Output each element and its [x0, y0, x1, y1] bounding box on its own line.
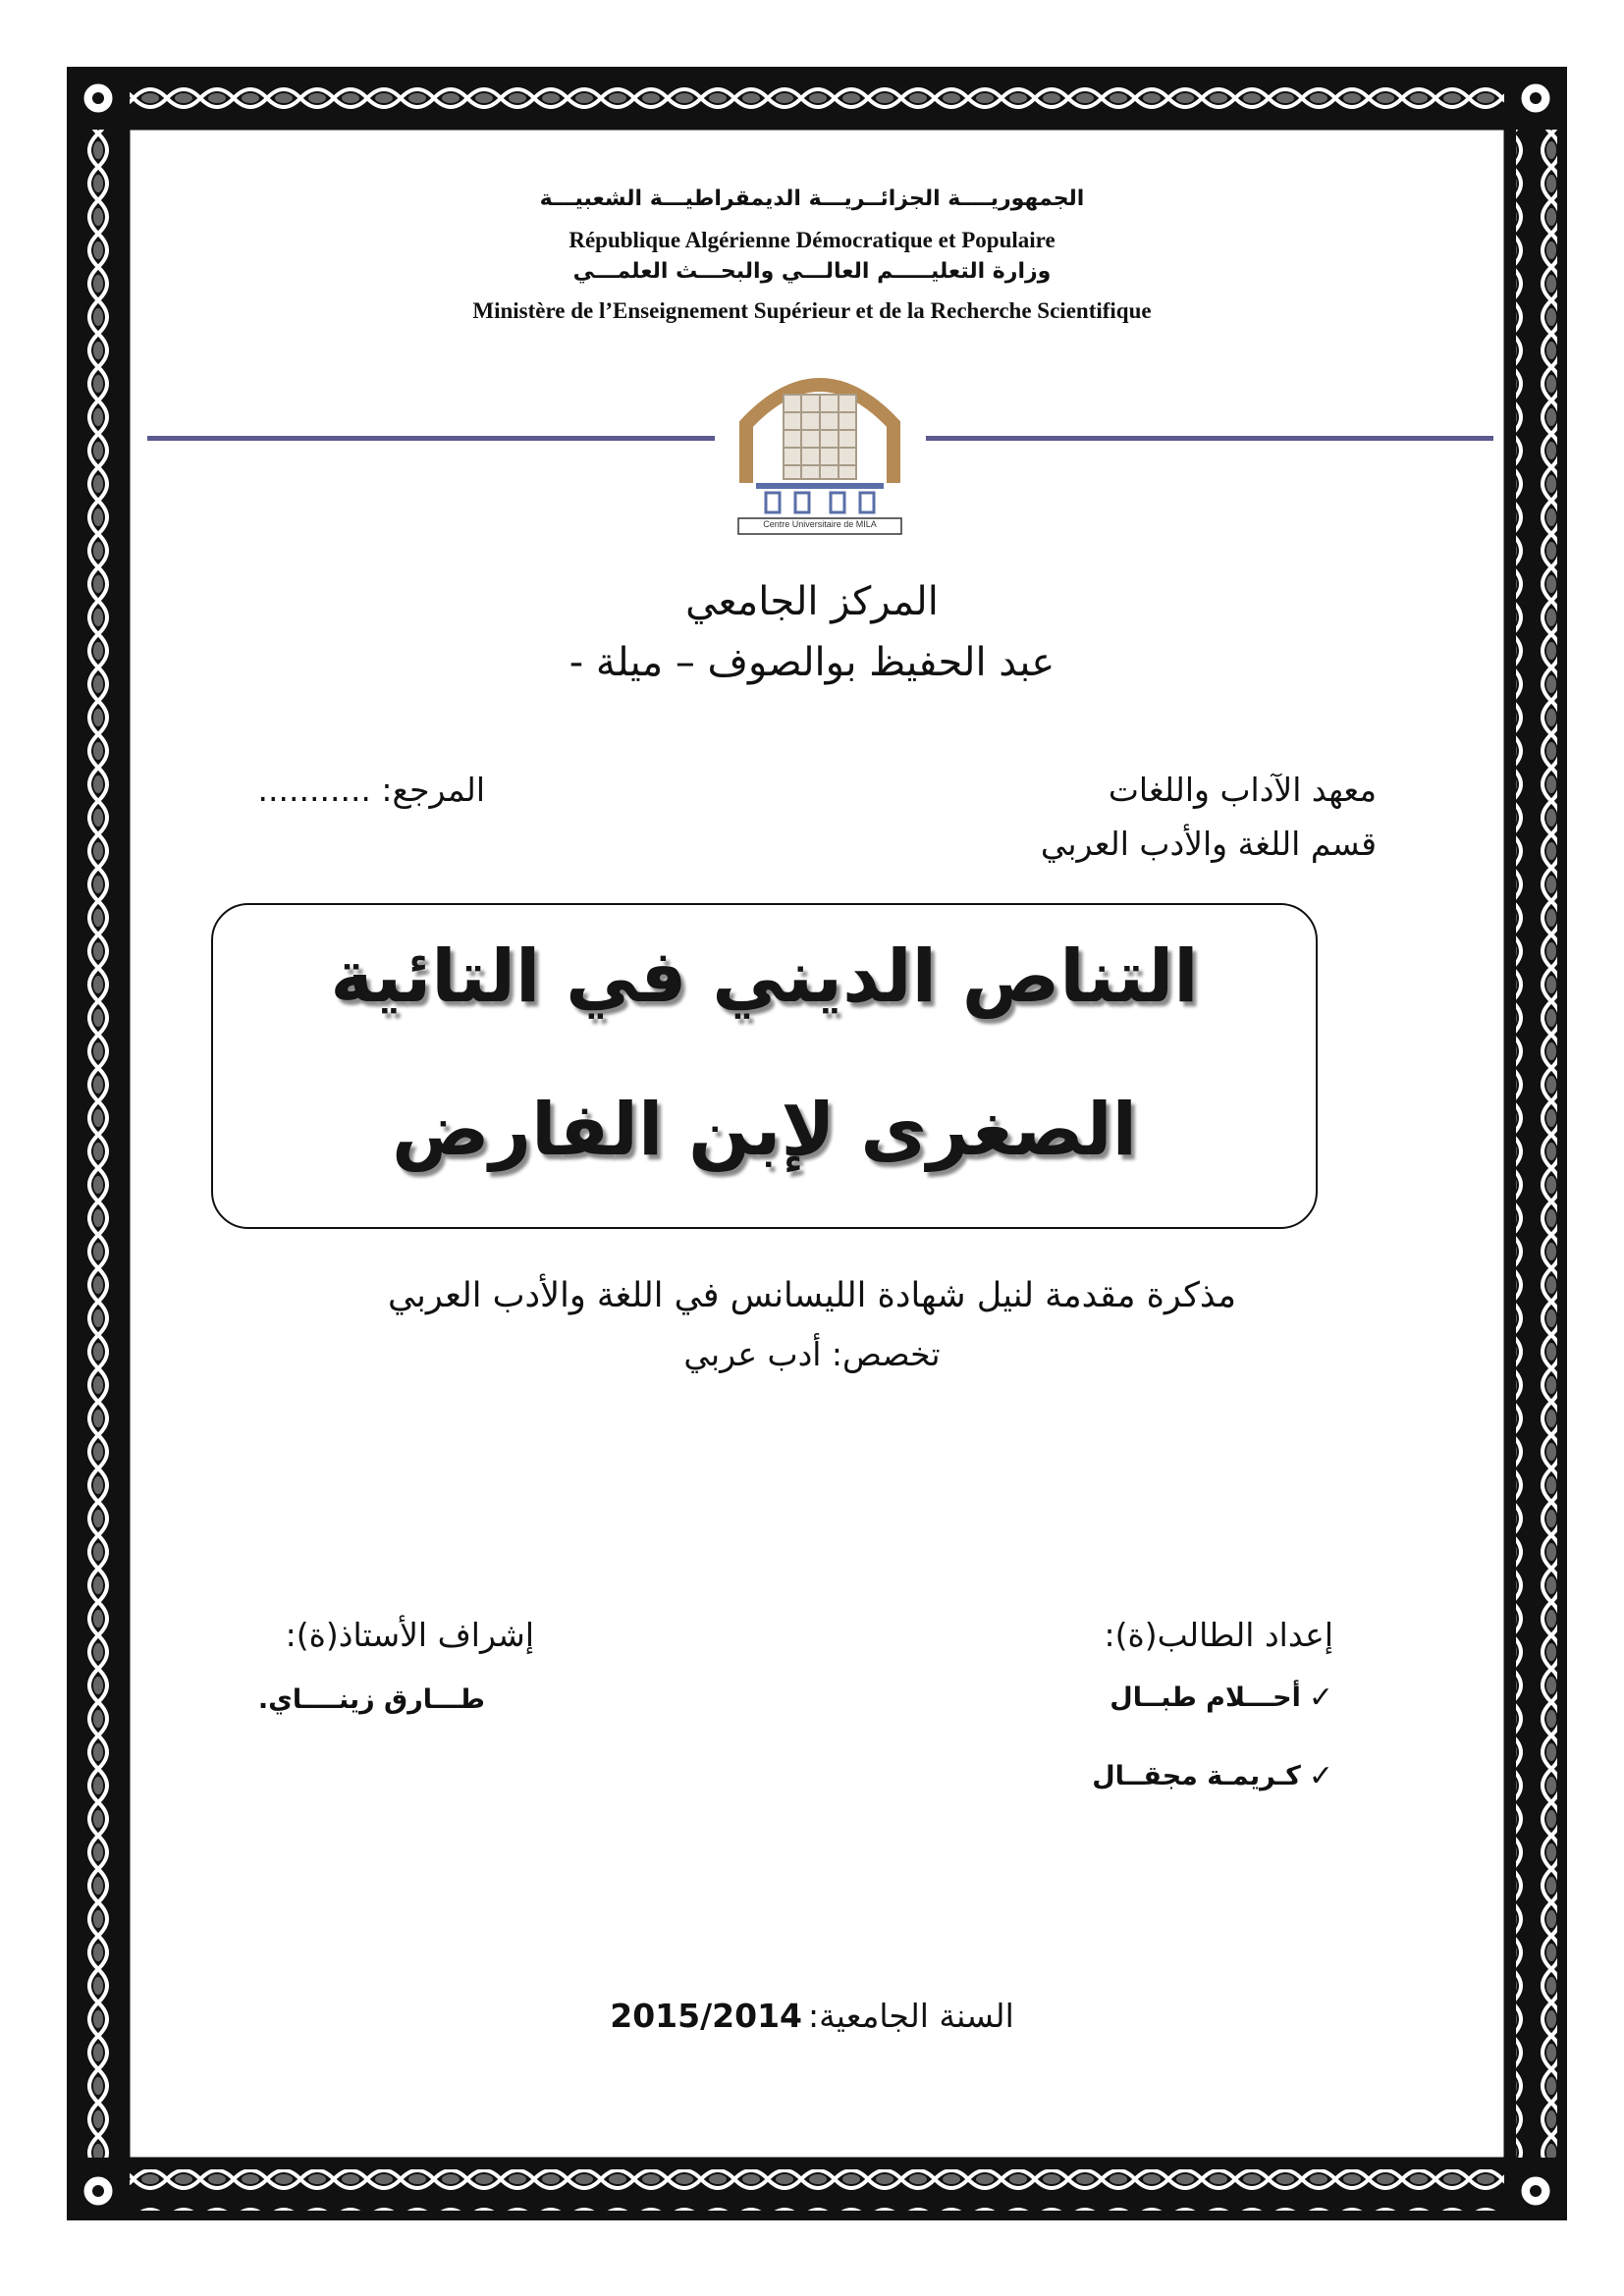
thesis-purpose: مذكرة مقدمة لنيل شهادة الليسانس في اللغة والأدب العربي: [387, 1276, 1237, 1315]
academic-year-label: السنة الجامعية:: [808, 1997, 1014, 2035]
university-line2: عبد الحفيظ بوالصوف – ميلة -: [568, 640, 1056, 685]
thesis-title-line1: التناص الديني في التائية: [330, 934, 1199, 1019]
thesis-title-line2: الصغرى لإبن الفارض: [391, 1088, 1138, 1172]
reference-field: المرجع: ...........: [257, 771, 485, 809]
academic-year-value: 2015/2014: [610, 1997, 802, 2035]
student-name-1: أحـــلام طبــال: [1110, 1682, 1301, 1713]
supervisor-label: إشراف الأستاذ(ة):: [285, 1616, 534, 1654]
university-line1: المركز الجامعي: [685, 579, 939, 624]
university-logo: [734, 355, 905, 538]
check-icon: ✓: [1308, 1681, 1333, 1715]
student-item: [1092, 1759, 1333, 1793]
student-item: [1110, 1681, 1333, 1715]
left-rule: [147, 436, 715, 441]
supervisor-name: طـــارق زينــــاي.: [257, 1684, 485, 1715]
logo-caption: Centre Universitaire de MILA: [763, 519, 877, 529]
students-label: إعداد الطالب(ة):: [1104, 1616, 1333, 1654]
right-rule: [926, 436, 1493, 441]
student-name-2: كـريمـة مجقــال: [1092, 1761, 1301, 1791]
thesis-specialty: تخصص: أدب عربي: [683, 1335, 941, 1373]
ministry-arabic: وزارة التعليـــــم العالـــي والبحـــث العلمـــي: [572, 259, 1052, 284]
republic-arabic: الجمهوريــــة الجزائــريـــة الديمقراطيـــة الشعبيـــة: [539, 187, 1085, 211]
check-icon: ✓: [1308, 1759, 1333, 1793]
academic-year: [0, 1997, 1624, 2035]
department-name: قسم اللغة والأدب العربي: [1040, 825, 1377, 863]
institute-name: معهد الآداب واللغات: [1108, 771, 1377, 809]
ministry-french: Ministère de l’Enseignement Supérieur et de la Recherche Scientifique: [472, 298, 1152, 323]
republic-french: République Algérienne Démocratique et Populaire: [568, 228, 1056, 252]
